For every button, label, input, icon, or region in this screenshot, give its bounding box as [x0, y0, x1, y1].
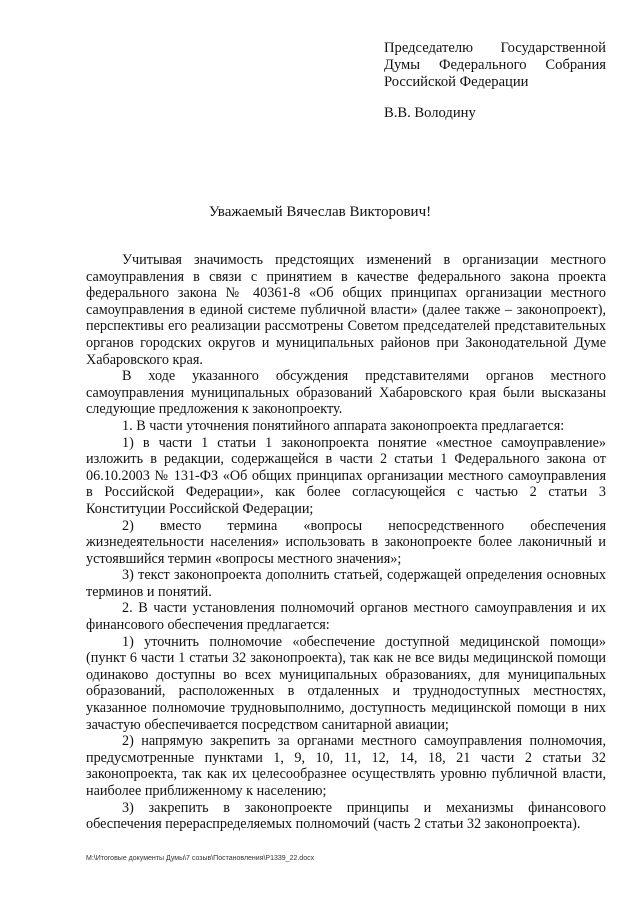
letter-body — [86, 252, 606, 833]
paragraph: 3) текст законопроекта дополнить статьей, содержащей определения основных терминов и понятий. — [86, 567, 606, 600]
paragraph: 3) закрепить в законопроекте принципы и механизмы финансового обеспечения перераспределяемых полномочий (часть 2 статьи 32 законопроекта). — [86, 799, 606, 833]
addressee-line: Думы Федерального Собрания — [384, 57, 606, 73]
salutation: Уважаемый Вячеслав Викторович! — [208, 204, 432, 220]
addressee-line: Российской Федерации — [384, 74, 529, 90]
addressee-line: Председателю Государственной — [384, 40, 606, 56]
paragraph: Учитывая значимость предстоящих изменений в организации местного самоуправления в связи с принятием в качестве федерального закона проекта федерального закона № 40361-8 «Об общих принципах организации местного самоуправления в единой системе публичной власти» (далее также – законопроект), перспективы его реализации рассмотрены Советом председателей представительных органов городских округов и муниципальных районов при Законодательной Думе Хабаровского края. — [86, 252, 606, 368]
addressee-name: В.В. Володину — [384, 105, 476, 121]
paragraph: 2. В части установления полномочий органов местного самоуправления и их финансового обеспечения предлагается: — [86, 600, 606, 634]
paragraph: 2) напрямую закрепить за органами местного самоуправления полномочия, предусмотренные пунктами 1, 9, 10, 11, 12, 14, 18, 21 части 2 статьи 32 законопроекта, так как их целесообразнее осуществлять уровню публичной власти, наиболее приближенному к населению; — [86, 733, 606, 799]
addressee-block — [384, 40, 606, 122]
paragraph: 2) вместо термина «вопросы непосредственного обеспечения жизнедеятельности населения» использовать в законопроекте более лаконичный и устоявшийся термин «вопросы местного значения»; — [86, 517, 606, 567]
footer-file-path: M:\Итоговые документы Думы\7 созыв\Постановления\P1339_22.docx — [86, 855, 315, 862]
paragraph: 1) в части 1 статьи 1 законопроекта понятие «местное самоуправление» изложить в редакции, содержащейся в части 2 статьи 1 Федерального закона от 06.10.2003 № 131-ФЗ «Об общих принципах организации местного самоуправления в Российской Федерации», как более согласующейся с частью 2 статьи 3 Конституции Российской Федерации; — [86, 434, 606, 517]
paragraph: 1. В части уточнения понятийного аппарата законопроекта предлагается: — [122, 417, 565, 434]
paragraph: В ходе указанного обсуждения представителями органов местного самоуправления муниципальных образований Хабаровского края были высказаны следующие предложения к законопроекту. — [86, 368, 606, 418]
paragraph: 1) уточнить полномочие «обеспечение доступной медицинской помощи» (пункт 6 части 1 статьи 32 законопроекта), так как не все виды медицинской помощи одинаково доступны во всех муниципальных образованиях, для муниципальных образований, расположенных в отдаленных и труднодоступных местностях, указанное полномочие трудновыполнимо, доступность медицинской помощи в них зачастую обеспечивается посредством санитарной авиации; — [86, 633, 606, 733]
